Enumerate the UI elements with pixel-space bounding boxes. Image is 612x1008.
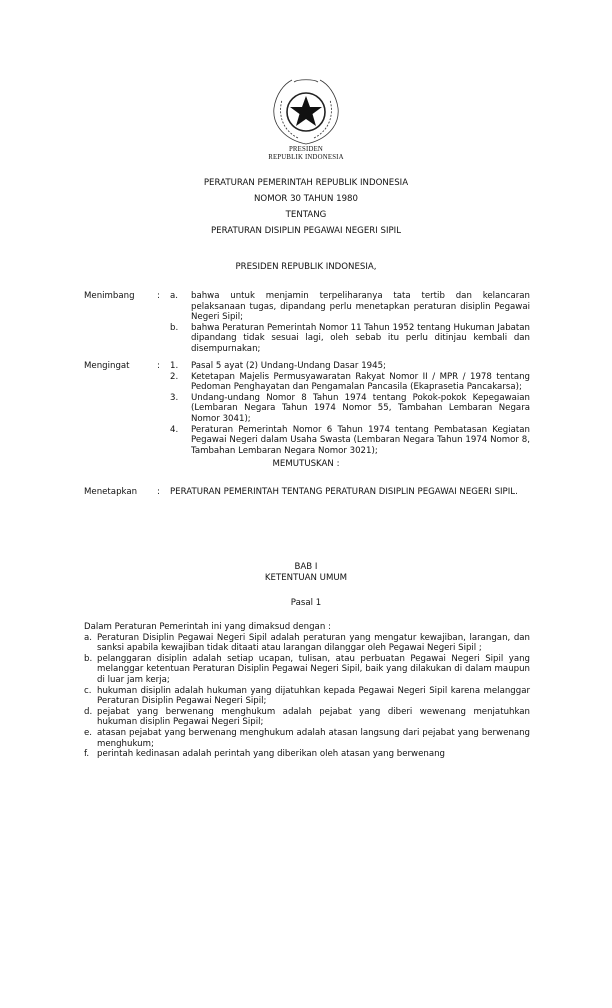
menetapkan-label: Menetapkan bbox=[84, 487, 138, 497]
title-line-2: NOMOR 30 TAHUN 1980 bbox=[254, 194, 358, 204]
menimbang-label: Menimbang bbox=[84, 291, 135, 301]
definition-item: a. Peraturan Disiplin Pegawai Negeri Sipil adalah peraturan yang mengatur kewajiban, larangan, dan sanksi apabila kewajiban tidak ditaati atau larangan dilanggar oleh Pegawai Negeri Sipil ; bbox=[84, 632, 530, 654]
opening-line: PRESIDEN REPUBLIK INDONESIA, bbox=[235, 262, 377, 272]
emblem-caption-line2: REPUBLIK INDONESIA bbox=[268, 154, 344, 161]
bab-number: BAB I bbox=[294, 562, 318, 572]
title-line-1: PERATURAN PEMERINTAH REPUBLIK INDONESIA bbox=[203, 178, 409, 188]
mengingat-section bbox=[84, 361, 530, 456]
definition-item: c. hukuman disiplin adalah hukuman yang dijatuhkan kepada Pegawai Negeri Sipil karena melanggar Peraturan Disiplin Pegawai Negeri Sipil; bbox=[84, 685, 530, 707]
title-line-3: TENTANG bbox=[285, 210, 327, 220]
menimbang-item: b. bahwa Peraturan Pemerintah Nomor 11 Tahun 1952 tentang Hukuman Jabatan dipandang tidak sesuai lagi, oleh sebab itu perlu ditinjau kembali dan disempurnakan; bbox=[170, 322, 530, 354]
definition-item: d. pejabat yang berwenang menghukum adalah pejabat yang diberi wewenang menjatuhkan hukuman disiplin Pegawai Negeri Sipil; bbox=[84, 706, 530, 728]
pasal-title: Pasal 1 bbox=[290, 598, 322, 608]
colon: : bbox=[157, 291, 160, 301]
menetapkan-section bbox=[84, 487, 530, 498]
mengingat-item: 2. Ketetapan Majelis Permusyawaratan Rakyat Nomor II / MPR / 1978 tentang Pedoman Penghayatan dan Pengamalan Pancasila (Ekaprasetia Pancakarsa); bbox=[170, 371, 530, 393]
emblem-caption-line1: PRESIDEN bbox=[288, 146, 324, 153]
mengingat-item: 4. Peraturan Pemerintah Nomor 6 Tahun 1974 tentang Pembatasan Kegiatan Pegawai Negeri dalam Usaha Swasta (Lembaran Negara Tahun 1974 Nomor 8, Tambahan Lembaran Negara Nomor 3021); bbox=[170, 424, 530, 456]
definition-item: e. atasan pejabat yang berwenang menghukum adalah atasan langsung dari pejabat yang berwenang menghukum; bbox=[84, 727, 530, 749]
memutuskan-heading: MEMUTUSKAN : bbox=[272, 459, 340, 469]
mengingat-item: 1. Pasal 5 ayat (2) Undang-Undang Dasar 1945; bbox=[170, 361, 386, 371]
title-line-4: PERATURAN DISIPLIN PEGAWAI NEGERI SIPIL bbox=[211, 226, 401, 236]
garuda-emblem-icon bbox=[268, 78, 344, 146]
colon: : bbox=[157, 487, 160, 497]
pasal-1-body bbox=[84, 622, 530, 760]
definition-item: b. pelanggaran disiplin adalah setiap ucapan, tulisan, atau perbuatan Pegawai Negeri Sipil yang melanggar ketentuan Peraturan Disiplin Pegawai Negeri Sipil, baik yang dilakukan di dalam maupun di luar jam kerja; bbox=[84, 653, 530, 685]
menimbang-section bbox=[84, 291, 530, 355]
menimbang-item: a. bahwa untuk menjamin terpeliharanya tata tertib dan kelancaran pelaksanaan tugas, dipandang perlu menetapkan peraturan disiplin Pegawai Negeri Sipil; bbox=[170, 291, 530, 323]
definition-item: f. perintah kedinasan adalah perintah yang diberikan oleh atasan yang berwenang bbox=[84, 749, 445, 760]
menetapkan-text: PERATURAN PEMERINTAH TENTANG PERATURAN DISIPLIN PEGAWAI NEGERI SIPIL. bbox=[170, 487, 518, 497]
bab-title: KETENTUAN UMUM bbox=[264, 573, 348, 583]
colon: : bbox=[157, 361, 160, 371]
mengingat-label: Mengingat bbox=[84, 361, 130, 371]
mengingat-item: 3. Undang-undang Nomor 8 Tahun 1974 tentang Pokok-pokok Kepegawaian (Lembaran Negara Tahun 1974 Nomor 55, Tambahan Lembaran Negara Nomor 3041); bbox=[170, 392, 530, 424]
pasal-intro: Dalam Peraturan Pemerintah ini yang dimaksud dengan : bbox=[84, 622, 331, 632]
